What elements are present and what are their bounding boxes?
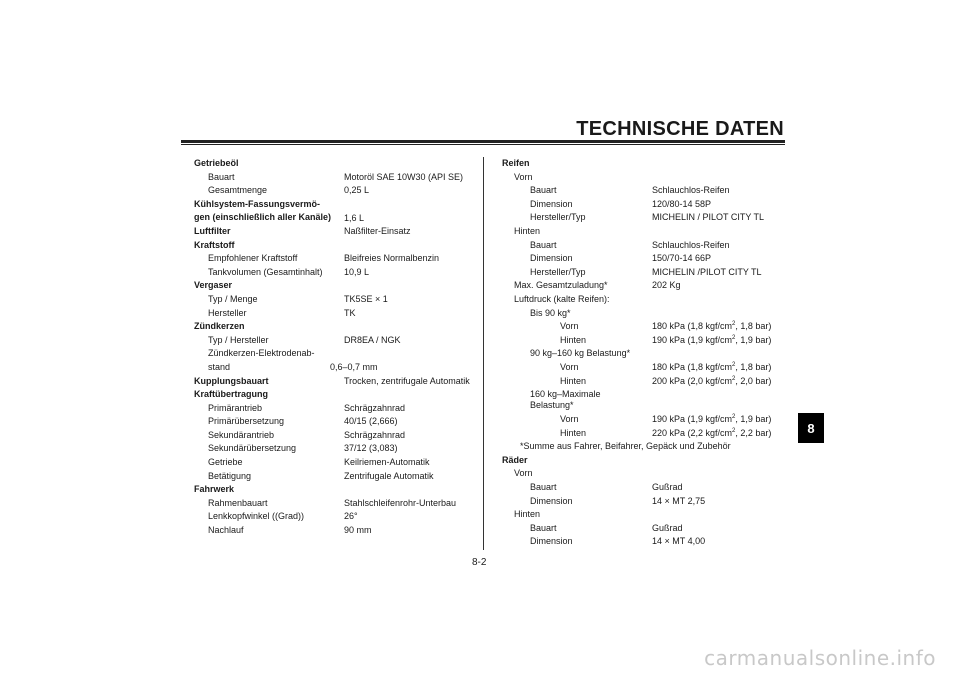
spec-row: [502, 266, 792, 280]
spec-label: Max. Gesamtzuladung*: [514, 280, 608, 291]
spec-label: Rahmenbauart: [208, 497, 268, 508]
spec-row: [502, 239, 792, 253]
spec-value: Schlauchlos-Reifen: [652, 185, 730, 196]
page-title: TECHNISCHE DATEN: [576, 118, 784, 140]
spec-label: Tankvolumen (Gesamtinhalt): [208, 266, 323, 277]
spec-row: [194, 402, 479, 416]
spec-value: Stahlschleifenrohr-Unterbau: [344, 497, 457, 508]
spec-value: DR8EA / NGK: [344, 334, 401, 345]
spec-label: Luftfilter: [194, 225, 231, 236]
spec-value: 150/70-14 66P: [652, 253, 712, 264]
spec-row: [194, 415, 479, 429]
spec-row: [194, 293, 479, 307]
right-spec-column: [502, 157, 792, 549]
spec-row: [194, 347, 479, 374]
spec-label: Typ / Menge: [208, 293, 258, 304]
spec-label: Bauart: [530, 239, 557, 250]
spec-value: 180 kPa (1,8 kgf/$cm^2$, 1,8 bar): [652, 361, 772, 372]
spec-value: 120/80-14 58P: [652, 198, 712, 209]
page-number: 8-2: [472, 557, 487, 568]
section-heading-reifen: Reifen: [502, 158, 530, 168]
footnote: *Summe aus Fahrer, Beifahrer, Gepäck und Zubehör: [520, 441, 731, 452]
spec-label: Bauart: [530, 185, 557, 196]
spec-label-line: stand: [208, 361, 231, 372]
title-rule-thick: [181, 140, 785, 143]
spec-row: [502, 211, 792, 225]
spec-row: [502, 184, 792, 198]
spec-label-line: Zündkerzen-Elektrodenab-: [208, 348, 315, 359]
spec-value: Schlauchlos-Reifen: [652, 239, 730, 250]
spec-value: 190 kPa (1,9 kgf/$cm^2$, 1,9 bar): [652, 334, 772, 345]
spec-label-line: Kühlsystem-Fassungsvermö-: [194, 198, 321, 209]
subheading-vorn: Vorn: [514, 171, 533, 182]
spec-label-line: 160 kg–Maximale: [530, 389, 601, 400]
spec-label: Sekundärübersetzung: [208, 443, 297, 454]
subheading-160-max: [502, 388, 792, 413]
spec-label: Primärantrieb: [208, 402, 263, 413]
spec-value: Keilriemen-Automatik: [344, 457, 430, 468]
watermark-text: carmanualsonline.info: [704, 646, 936, 670]
spec-value: 37/12 (3,083): [344, 443, 398, 454]
section-heading-fahrwerk: Fahrwerk: [194, 484, 235, 495]
spec-row: [502, 361, 792, 375]
spec-row: [502, 495, 792, 509]
spec-label: Dimension: [530, 198, 573, 209]
spec-label: Getriebe: [208, 457, 243, 468]
section-heading-getriebeoel: Getriebeöl: [194, 158, 239, 168]
spec-row: [502, 427, 792, 441]
spec-value: 220 kPa (2,2 kgf/$cm^2$, 2,2 bar): [652, 427, 772, 438]
spec-label: Betätigung: [208, 470, 252, 481]
spec-label: Vorn: [560, 414, 579, 425]
spec-value: Gußrad: [652, 482, 683, 493]
spec-label: Kupplungsbauart: [194, 375, 269, 386]
spec-label: Dimension: [530, 536, 573, 547]
spec-value: 190 kPa (1,9 kgf/$cm^2$, 1,9 bar): [652, 414, 772, 425]
spec-row: [194, 171, 479, 185]
spec-value: Bleifreies Normalbenzin: [344, 253, 440, 264]
spec-label: Hinten: [560, 334, 587, 345]
subheading-hinten: Hinten: [514, 225, 541, 236]
title-rule-thin: [181, 144, 785, 145]
spec-value: 14 × MT 4,00: [652, 536, 706, 547]
spec-label: Bauart: [208, 171, 235, 182]
spec-value: 26°: [344, 511, 358, 522]
spec-row: [194, 307, 479, 321]
spec-row: [502, 522, 792, 536]
spec-row: [502, 279, 792, 293]
spec-label: Hinten: [560, 375, 587, 386]
spec-row: [502, 334, 792, 348]
spec-value: 200 kPa (2,0 kgf/$cm^2$, 2,0 bar): [652, 375, 772, 386]
section-heading-kraftstoff: Kraftstoff: [194, 239, 235, 250]
section-heading-luftfilter: [194, 225, 479, 239]
spec-value: 14 × MT 2,75: [652, 495, 706, 506]
spec-row: [502, 320, 792, 334]
spec-value: TK: [344, 307, 356, 318]
spec-value: 180 kPa (1,8 kgf/$cm^2$, 1,8 bar): [652, 321, 772, 332]
spec-label: Dimension: [530, 253, 573, 264]
spec-value: Schrägzahnrad: [344, 429, 406, 440]
spec-row: [194, 334, 479, 348]
spec-row: [502, 481, 792, 495]
spec-label: Vorn: [560, 321, 579, 332]
spec-label: Dimension: [530, 495, 573, 506]
spec-row: [194, 252, 479, 266]
spec-label: Hersteller/Typ: [530, 266, 586, 277]
spec-value: Trocken, zentrifugale Automatik: [344, 375, 470, 386]
spec-row: [502, 413, 792, 427]
subheading-luftdruck: Luftdruck (kalte Reifen):: [514, 293, 610, 304]
spec-value: 10,9 L: [344, 266, 370, 277]
spec-row: [194, 524, 479, 538]
spec-value: 202 Kg: [652, 280, 681, 291]
spec-value: Schrägzahnrad: [344, 402, 406, 413]
chapter-tab: 8: [798, 413, 824, 443]
spec-value: Motoröl SAE 10W30 (API SE): [344, 171, 464, 182]
spec-label: Vorn: [560, 361, 579, 372]
spec-value: Naßfilter-Einsatz: [344, 225, 411, 236]
spec-value: 90 mm: [344, 525, 372, 536]
spec-value: Gußrad: [652, 522, 683, 533]
spec-row: [194, 266, 479, 280]
spec-value: Zentrifugale Automatik: [344, 470, 434, 481]
spec-label: Lenkkopfwinkel ((Grad)): [208, 511, 305, 522]
left-spec-column: [194, 157, 479, 538]
spec-label: Hinten: [560, 427, 587, 438]
spec-value: 1,6 L: [344, 212, 365, 223]
spec-label: Typ / Hersteller: [208, 334, 269, 345]
spec-row: [194, 456, 479, 470]
spec-value: 40/15 (2,666): [344, 416, 398, 427]
spec-value: 0,6–0,7 mm: [330, 361, 378, 372]
spec-row: [194, 442, 479, 456]
spec-row: [194, 510, 479, 524]
section-heading-zuendkerzen: Zündkerzen: [194, 321, 245, 332]
section-heading-kuehlsystem: [194, 198, 479, 225]
spec-row: [502, 535, 792, 549]
spec-value: MICHELIN /PILOT CITY TL: [652, 266, 762, 277]
spec-row: [502, 252, 792, 266]
subheading-vorn: Vorn: [514, 468, 533, 479]
spec-label: Empfohlener Kraftstoff: [208, 253, 298, 264]
spec-value: MICHELIN / PILOT CITY TL: [652, 212, 765, 223]
spec-label-line: Belastung*: [530, 400, 574, 411]
section-heading-vergaser: Vergaser: [194, 280, 233, 291]
spec-row: [194, 497, 479, 511]
spec-label-line: gen (einschließlich aller Kanäle): [194, 212, 332, 223]
spec-label: Primärübersetzung: [208, 416, 285, 427]
spec-row: [502, 375, 792, 389]
subheading-90-160: 90 kg–160 kg Belastung*: [530, 348, 631, 359]
spec-value: TK5SE × 1: [344, 293, 388, 304]
section-heading-kupplung: [194, 375, 479, 389]
spec-label: Bauart: [530, 482, 557, 493]
spec-row: [194, 429, 479, 443]
subheading-bis90: Bis 90 kg*: [530, 307, 571, 318]
section-heading-raeder: Räder: [502, 454, 528, 465]
spec-label: Hersteller/Typ: [530, 212, 586, 223]
spec-label: Sekundärantrieb: [208, 429, 275, 440]
spec-label: Bauart: [530, 522, 557, 533]
spec-label: Gesamtmenge: [208, 185, 268, 196]
subheading-hinten: Hinten: [514, 509, 541, 520]
spec-row: [502, 198, 792, 212]
section-heading-kraftuebertragung: Kraftübertragung: [194, 389, 268, 400]
spec-label: Hersteller: [208, 307, 247, 318]
spec-row: [194, 470, 479, 484]
column-divider: [483, 157, 484, 550]
spec-row: [194, 184, 479, 198]
spec-value: 0,25 L: [344, 185, 370, 196]
spec-label: Nachlauf: [208, 525, 244, 536]
